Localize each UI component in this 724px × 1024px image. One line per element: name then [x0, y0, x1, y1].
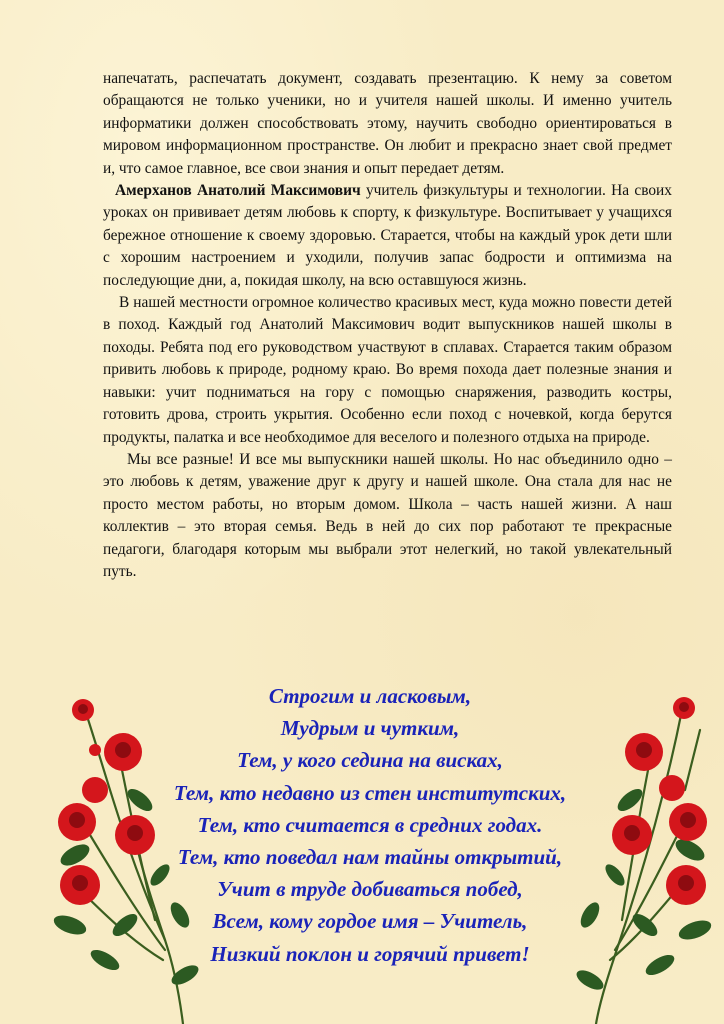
poem-line: Тем, кто считается в средних годах.	[197, 812, 543, 837]
paragraph-informatics-teacher: напечатать, распечатать документ, создавать презентацию. К нему за советом обращаются не только ученики, но и учителя нашей школы. И именно учитель информатики должен способствовать этому, научить свободно ориентироваться в мировом информационном пространстве. Он любит и прекрасно знает свой предмет и, что самое главное, все свои знания и опыт передает детям.	[103, 70, 672, 177]
poem-line: Тем, кто поведал нам тайны открытий,	[177, 845, 563, 870]
poem-line: Низкий поклон и горячий привет!	[210, 941, 530, 966]
poem-line: Тем, у кого седина на висках,	[237, 748, 503, 773]
poem-line: Учит в труде добиваться побед,	[217, 877, 523, 902]
paragraph-hiking: В нашей местности огромное количество красивых мест, куда можно повести детей в поход. Каждый год Анатолий Максимович водит выпускников нашей школы в походы. Ребята под его руководством участвуют в сплавах. Старается таким образом привить любовь к природе, родному краю. Во время похода дает полезные знания и навыки: учит подниматься на гору с помощью снаряжения, разводить костры, готовить дрова, строить укрытия. Особенно если поход с ночевкой, когда берутся продукты, палатка и все необходимое для веселого и полезного отдыха на природе.	[103, 294, 672, 446]
poem-line: Всем, кому гордое имя – Учитель,	[212, 909, 528, 934]
body-text	[103, 68, 672, 583]
poem-line: Строгим и ласковым,	[268, 684, 472, 708]
paragraph-pe-teacher	[103, 180, 672, 292]
poem-line: Тем, кто недавно из стен институтских,	[173, 780, 567, 805]
paragraph-collective: Мы все разные! И все мы выпускники нашей школы. Но нас объединило одно – это любовь к детям, уважение друг к другу и нашей школе. Она стала для нас не просто местом работы, но вторым домом. Школа – часть нашей жизни. А наш коллектив – это вторая семья. Ведь в ней до сих пор работают те прекрасные педагоги, благодаря которым мы выбрали этот нелегкий, но такой увлекательный путь.	[103, 450, 672, 580]
poem-line: Мудрым и чутким,	[280, 716, 460, 741]
poem	[130, 680, 610, 970]
teacher-name: Амерханов Анатолий Максимович	[115, 182, 361, 200]
paragraph-pe-teacher-text: учитель физкультуры и технологии. На своих уроках он прививает детям любовь к спорту, к физкультуре. Воспитывает у учащихся бережное отношение к своему здоровью. Старается, чтобы на каждый урок дети шли с хорошим настроением и уходили, получив запас бодрости и оптимизма на последующие дни, а, покидая школу, на всю оставшуюся жизнь.	[103, 182, 672, 289]
